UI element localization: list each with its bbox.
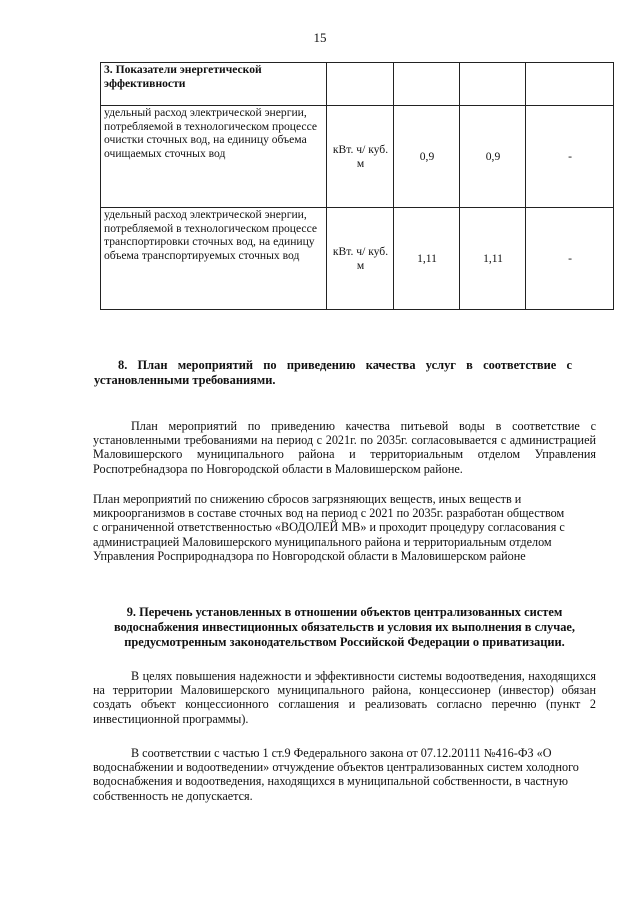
indicator-value: 0,9 — [394, 106, 460, 208]
section-9-paragraph-1: В целях повышения надежности и эффективности системы водоотведения, находящихся на территории Маловишерского муниципального района, концессионер (инвестор) обязан создать объект концессионного соглашения и реализовать согласно перечню (пункт 2 инвестиционной программы). — [93, 669, 596, 726]
table-row — [101, 208, 614, 310]
section-9-paragraph-2: В соответствии с частью 1 ст.9 Федерального закона от 07.12.20111 №416-ФЗ «О водоснабжении и водоотведении» отчуждение объектов централизованных систем холодного водоснабжения и водоотведения, находящихся в муниципальной собственности, в частную собственность не допускается. — [93, 746, 579, 803]
section-8-paragraph-1: План мероприятий по приведению качества питьевой воды в соответствие с установленными требованиями на период с 2021г. по 2035г. согласовывается с администрацией Маловишерского муниципального района и территориальным отделом Управления Роспотребнадзора по Новгородской области в Маловишерском районе. — [93, 419, 596, 476]
section-8-heading: 8. План мероприятий по приведению качества услуг в соответствие с установленными требованиями. — [94, 358, 572, 387]
indicator-value: 1,11 — [460, 208, 526, 310]
indicator-value: 0,9 — [460, 106, 526, 208]
indicator-name: удельный расход электрической энергии, потребляемой в технологическом процессе транспортировки сточных вод, на единицу объема транспортируемых сточных вод — [101, 208, 327, 310]
table-cell — [327, 63, 394, 106]
table-cell — [460, 63, 526, 106]
indicator-name: удельный расход электрической энергии, потребляемой в технологическом процессе очистки сточных вод, на единицу объема очищаемых сточных вод — [101, 106, 327, 208]
table-row — [101, 106, 614, 208]
indicator-value: 1,11 — [394, 208, 460, 310]
table-cell — [394, 63, 460, 106]
indicator-value: - — [526, 106, 614, 208]
indicators-table — [100, 62, 614, 310]
table-cell — [526, 63, 614, 106]
table-section-header: 3. Показатели энергетической эффективности — [101, 63, 327, 106]
indicator-value: - — [526, 208, 614, 310]
indicator-unit: кВт. ч/ куб. м — [327, 208, 394, 310]
indicator-unit: кВт. ч/ куб. м — [327, 106, 394, 208]
section-9-heading: 9. Перечень установленных в отношении объектов централизованных систем водоснабжения инвестиционных обязательств и условия их выполнения в случае, предусмотренным законодательством Российской Федерации о приватизации. — [113, 605, 576, 649]
page-number: 15 — [313, 30, 327, 45]
section-8-paragraph-2: План мероприятий по снижению сбросов загрязняющих веществ, иных веществ и микроорганизмов в составе сточных вод на период с 2021 по 2035г. разработан обществом с ограниченной ответственностью «ВОДОЛЕЙ МВ» и проходит процедуру согласования с администрацией Маловишерского муниципального района и территориальным отделом Управления Росприроднадзора по Новгородской области в Маловишерском районе — [93, 492, 565, 563]
table-row — [101, 63, 614, 106]
